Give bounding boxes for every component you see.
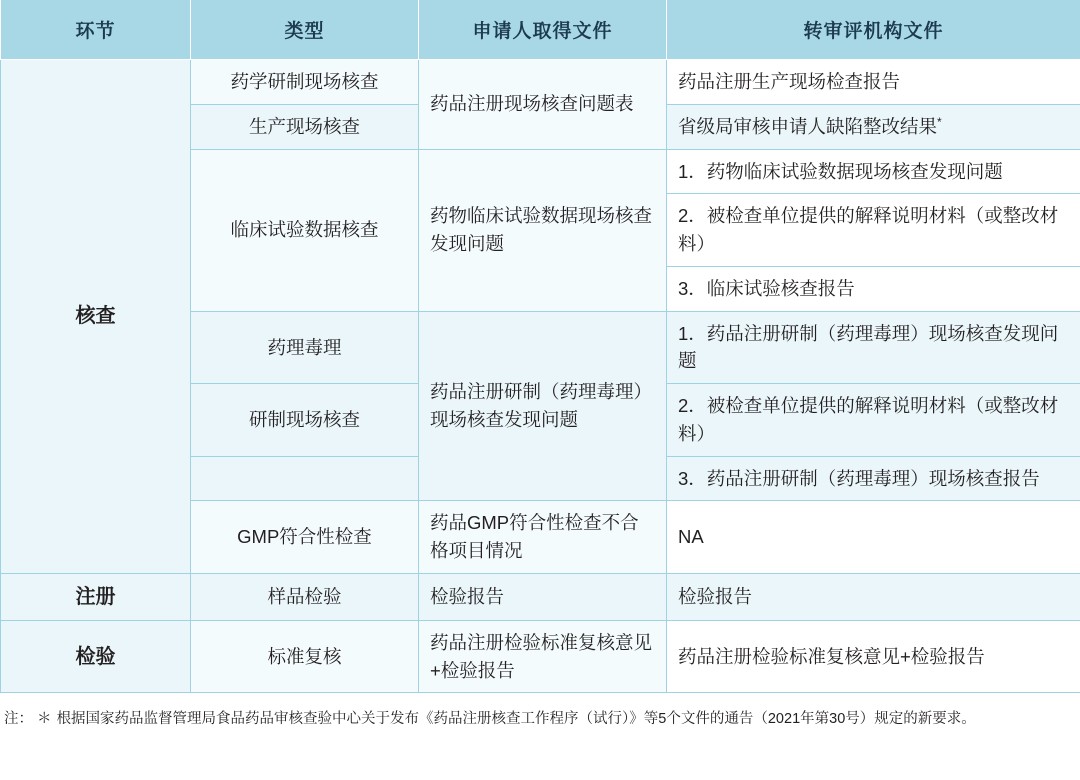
cell-applicant-doc-clinical-trial-findings: 药物临床试验数据现场核查发现问题 <box>419 149 667 311</box>
table-body <box>1 60 1080 693</box>
cell-type-clinical-trial-data: 临床试验数据核查 <box>191 149 419 311</box>
cell-type-empty <box>191 456 419 501</box>
footnote <box>4 707 1076 732</box>
cell-applicant-doc-standard-review-opinion: 药品注册检验标准复核意见+检验报告 <box>419 620 667 693</box>
cell-applicant-doc-research-onsite-findings: 药品注册研制（药理毒理）现场核查发现问题 <box>419 311 667 501</box>
footnote-marker: * <box>937 114 942 129</box>
cell-applicant-doc-test-report: 检验报告 <box>419 573 667 620</box>
cell-applicant-doc-gmp-noncompliance: 药品GMP符合性检查不合格项目情况 <box>419 501 667 574</box>
cell-type-research-onsite: 研制现场核查 <box>191 384 419 457</box>
cell-transfer-doc-standard-review-opinion: 药品注册检验标准复核意见+检验报告 <box>667 620 1080 693</box>
table-row <box>1 60 1080 105</box>
cell-transfer-doc-research-findings-1: 1．药品注册研制（药理毒理）现场核查发现问题 <box>667 311 1080 384</box>
column-header-transfer-doc: 转审评机构文件 <box>667 0 1080 60</box>
cell-transfer-doc-clinical-findings-1: 1．药物临床试验数据现场核查发现问题 <box>667 149 1080 194</box>
cell-type-standard-review: 标准复核 <box>191 620 419 693</box>
cell-transfer-doc-clinical-findings-3: 3．临床试验核查报告 <box>667 266 1080 311</box>
cell-applicant-doc-registration-problem-list: 药品注册现场核查问题表 <box>419 60 667 150</box>
cell-transfer-doc-production-inspection-report: 药品注册生产现场检查报告 <box>667 60 1080 105</box>
cell-stage-testing: 检验 <box>1 620 191 693</box>
cell-type-pharmacology-toxicology: 药理毒理 <box>191 311 419 384</box>
column-header-applicant-doc: 申请人取得文件 <box>419 0 667 60</box>
table-header-row <box>1 0 1080 60</box>
table-row <box>1 620 1080 693</box>
cell-type-production-onsite: 生产现场核查 <box>191 104 419 149</box>
cell-stage-inspection: 核查 <box>1 60 191 574</box>
table-header <box>1 0 1080 60</box>
cell-transfer-doc-research-findings-2: 2．被检查单位提供的解释说明材料（或整改材料） <box>667 384 1080 457</box>
cell-type-pharmaceutical-onsite: 药学研制现场核查 <box>191 60 419 105</box>
cell-transfer-doc-clinical-findings-2: 2．被检查单位提供的解释说明材料（或整改材料） <box>667 194 1080 267</box>
table-row <box>1 573 1080 620</box>
cell-type-sample-testing: 样品检验 <box>191 573 419 620</box>
cell-transfer-doc-na: NA <box>667 501 1080 574</box>
cell-transfer-doc-research-findings-3: 3．药品注册研制（药理毒理）现场核查报告 <box>667 456 1080 501</box>
cell-stage-registration: 注册 <box>1 573 191 620</box>
column-header-type: 类型 <box>191 0 419 60</box>
column-header-stage: 环节 <box>1 0 191 60</box>
footnote-text: 根据国家药品监督管理局食品药品审核查验中心关于发布《药品注册核查工作程序（试行）》等5个文件的通告（2021年第30号）规定的新要求。 <box>56 711 976 728</box>
transfer-doc-text: 省级局审核申请人缺陷整改结果 <box>678 115 938 137</box>
cell-transfer-doc-provincial-review <box>667 104 1080 149</box>
footnote-star: ＊ <box>37 711 53 728</box>
footnote-label: 注： <box>4 711 33 728</box>
cell-type-gmp-compliance: GMP符合性检查 <box>191 501 419 574</box>
cell-transfer-doc-test-report: 检验报告 <box>667 573 1080 620</box>
